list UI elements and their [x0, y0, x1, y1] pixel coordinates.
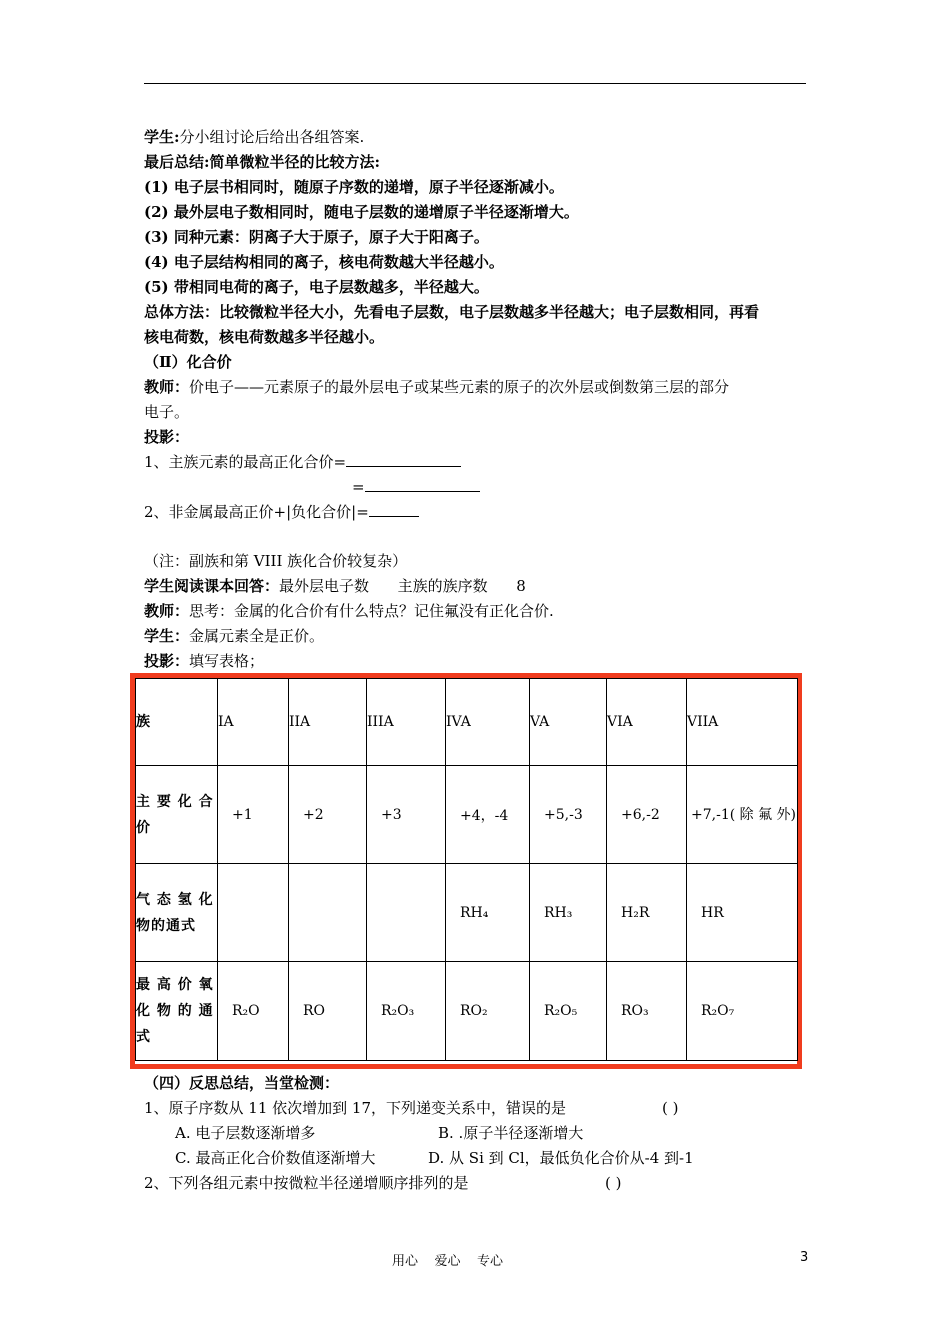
valence-cell: +6,-2 [607, 766, 687, 864]
section-heading-reflection: （四）反思总结，当堂检测： [144, 1074, 340, 1092]
row-header-group: 族 [136, 679, 218, 766]
oxide-cell: RO [289, 962, 367, 1061]
valence-table [135, 678, 798, 1061]
line-rule-2: (2) 最外层电子数相同时，随电子层数的递增原子半径逐渐增大。 [144, 203, 579, 221]
group-cell: IIA [289, 679, 367, 766]
line-student-answer: 学生：金属元素全是正价。 [144, 627, 325, 645]
q1-option-c[interactable]: C. 最高正化合价数值逐渐增大 [175, 1149, 376, 1167]
table-row-oxide [136, 962, 798, 1061]
valence-cell: +5,-3 [530, 766, 607, 864]
line-rule-1: (1) 电子层书相同时，随原子序数的递增，原子半径逐渐减小。 [144, 178, 564, 196]
line-summary-title: 最后总结:简单微粒半径的比较方法: [144, 153, 381, 171]
line-student-discuss: 学生:分小组讨论后给出各组答案. [144, 128, 365, 146]
line-note: （注：副族和第 VIII 族化合价较复杂） [144, 552, 408, 570]
line-nonmetal-sum: 2、非金属最高正价+|负化合价|= [144, 502, 419, 522]
q1-option-b[interactable]: B. .原子半径逐渐增大 [438, 1124, 584, 1142]
question-2-answer-paren[interactable]: ( ) [605, 1174, 622, 1192]
line-max-valence: 1、主族元素的最高正化合价= [144, 452, 461, 472]
line-projection-label: 投影： [144, 428, 190, 446]
group-cell: VA [530, 679, 607, 766]
hydride-cell: H₂R [607, 864, 687, 962]
q1-option-d[interactable]: D. 从 Si 到 Cl，最低负化合价从-4 到-1 [428, 1149, 694, 1167]
line-rule-3: (3) 同种元素：阴离子大于原子，原子大于阳离子。 [144, 228, 489, 246]
hydride-cell [289, 864, 367, 962]
oxide-cell: R₂O₃ [367, 962, 446, 1061]
valence-cell: +7,-1( 除 氟 外) [687, 766, 798, 864]
answer-blank-1[interactable] [346, 452, 461, 467]
line-teacher-cont: 电子。 [144, 403, 190, 421]
footer-motto: 用心 爱心 专心 [392, 1254, 504, 1269]
question-2: 2、下列各组元素中按微粒半径递增顺序排列的是 [144, 1174, 469, 1192]
hydride-cell [367, 864, 446, 962]
oxide-cell: R₂O₇ [687, 962, 798, 1061]
line-rule-5: (5) 带相同电荷的离子，电子层数越多，半径越大。 [144, 278, 489, 296]
oxide-cell: RO₃ [607, 962, 687, 1061]
table-row-group [136, 679, 798, 766]
line-rule-4: (4) 电子层结构相同的离子，核电荷数越大半径越小。 [144, 253, 504, 271]
question-1-answer-paren[interactable]: ( ) [662, 1099, 679, 1117]
table-row-hydride [136, 864, 798, 962]
question-1: 1、原子序数从 11 依次增加到 17，下列递变关系中，错误的是 [144, 1099, 567, 1117]
line-overall-method: 总体方法：比较微粒半径大小，先看电子层数，电子层数越多半径越大；电子层数相同，再看 [144, 303, 760, 321]
header-rule [144, 83, 806, 84]
line-overall-method-cont: 核电荷数，核电荷数越多半径越小。 [144, 328, 385, 346]
page-number: 3 [800, 1250, 809, 1265]
line-projection-fill: 投影：填写表格； [144, 652, 265, 670]
answer-blank-2[interactable] [365, 477, 480, 492]
valence-cell: +1 [218, 766, 289, 864]
valence-cell: +4，-4 [446, 766, 530, 864]
group-cell: IIIA [367, 679, 446, 766]
group-cell: VIIA [687, 679, 798, 766]
group-cell: IVA [446, 679, 530, 766]
group-cell: VIA [607, 679, 687, 766]
row-header-hydride: 气 态 氢 化 物的通式 [136, 864, 218, 962]
row-header-oxide: 最 高 价 氧 化 物 的 通 式 [136, 962, 218, 1061]
line-student-reading: 学生阅读课本回答：最外层电子数 主族的族序数 8 [144, 577, 526, 595]
oxide-cell: R₂O [218, 962, 289, 1061]
q1-option-a[interactable]: A. 电子层数逐渐增多 [175, 1124, 316, 1142]
row-header-valence: 主 要 化 合 价 [136, 766, 218, 864]
answer-blank-3[interactable] [369, 502, 419, 517]
group-cell: IA [218, 679, 289, 766]
valence-cell: +3 [367, 766, 446, 864]
table-row-valence [136, 766, 798, 864]
hydride-cell: RH₄ [446, 864, 530, 962]
hydride-cell [218, 864, 289, 962]
hydride-cell: RH₃ [530, 864, 607, 962]
section-heading-valence: （Ⅱ）化合价 [144, 353, 232, 371]
line-teacher-think: 教师：思考：金属的化合价有什么特点？记住氟没有正化合价. [144, 602, 554, 620]
oxide-cell: R₂O₅ [530, 962, 607, 1061]
hydride-cell: HR [687, 864, 798, 962]
oxide-cell: RO₂ [446, 962, 530, 1061]
line-teacher-valence-electron: 教师：价电子——元素原子的最外层电子或某些元素的原子的次外层或倒数第三层的部分 [144, 378, 730, 396]
valence-cell: +2 [289, 766, 367, 864]
line-max-valence-2: = [352, 477, 480, 497]
